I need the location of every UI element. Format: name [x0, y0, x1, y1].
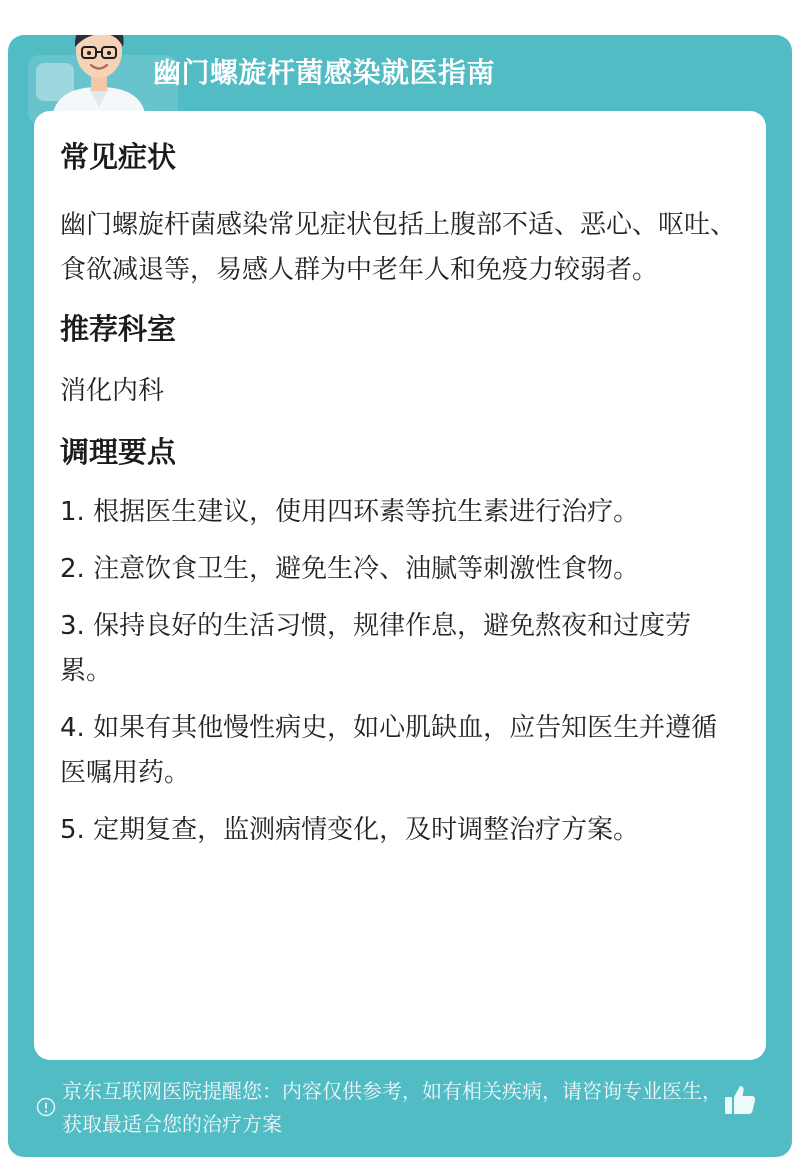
list-item: 4. 如果有其他慢性病史，如心肌缺血，应告知医生并遵循医嘱用药。	[60, 713, 718, 788]
section-title-department: 推荐科室	[60, 312, 177, 346]
care-list	[60, 490, 740, 853]
page-title: 幽门螺旋杆菌感染就医指南	[153, 56, 496, 89]
disclaimer-text: 京东互联网医院提醒您：内容仅供参考，如有相关疾病，请咨询专业医生，获取最适合您的治疗方案	[62, 1079, 722, 1136]
department-text: 消化内科	[60, 376, 165, 406]
doctor-avatar	[44, 35, 154, 119]
symptoms-text: 幽门螺旋杆菌感染常见症状包括上腹部不适、恶心、呕吐、食欲减退等，易感人群为中老年人和免疫力较弱者。	[60, 210, 737, 285]
guide-card	[8, 35, 792, 1157]
list-item: 3. 保持良好的生活习惯，规律作息，避免熬夜和过度劳累。	[60, 611, 692, 686]
list-item: 2. 注意饮食卫生，避免生冷、油腻等刺激性食物。	[60, 554, 640, 584]
thumbs-up-icon[interactable]	[722, 1082, 758, 1118]
list-item: 5. 定期复查，监测病情变化，及时调整治疗方案。	[60, 815, 640, 845]
section-title-care: 调理要点	[60, 435, 177, 469]
list-item: 1. 根据医生建议，使用四环素等抗生素进行治疗。	[60, 497, 640, 527]
info-icon	[36, 1097, 56, 1117]
content-panel	[34, 111, 766, 1060]
section-title-symptoms: 常见症状	[60, 140, 177, 174]
